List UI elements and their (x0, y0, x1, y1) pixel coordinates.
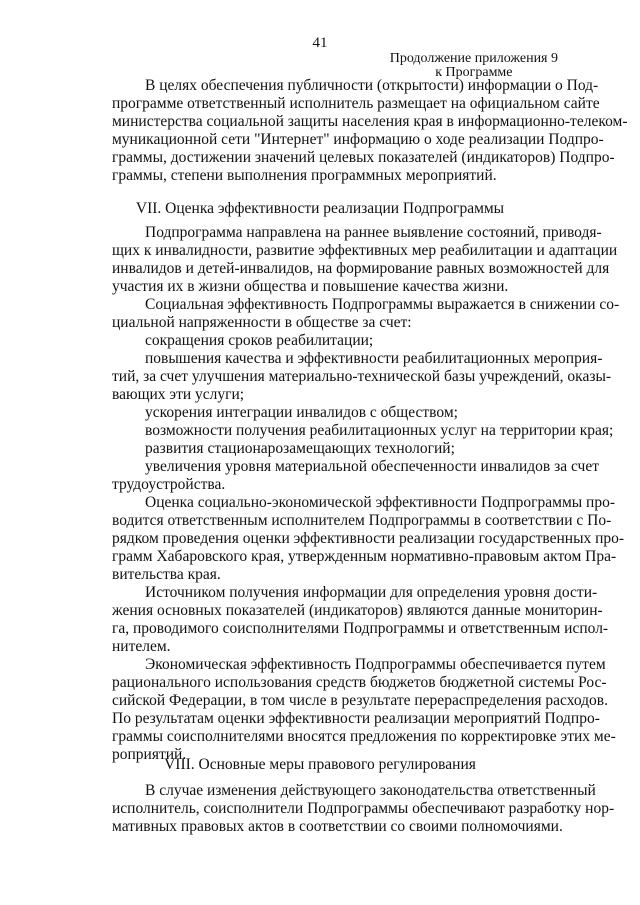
text-line: щих к инвалидности, развитие эффективных мер реабилитации и адаптации (112, 242, 618, 259)
text-line: грамм Хабаровского края, утвержденным нормативно-правовым актом Пра- (112, 548, 617, 565)
text-line: мативных правовых актов в соответствии со своими полномочиями. (112, 818, 563, 835)
list-item-line: возможности получения реабилитационных услуг на территории края; (145, 422, 614, 439)
text-line: граммы соисполнителями вносятся предложения по корректировке этих ме- (112, 728, 616, 745)
text-line: исполнитель, соисполнители Подпрограммы обеспечивают разработку нор- (112, 800, 615, 817)
section-7-body (112, 224, 625, 764)
text-line: жения основных показателей (индикаторов) являются данные мониторин- (112, 602, 603, 619)
list-item-line: повышения качества и эффективности реабилитационных мероприя- (145, 350, 603, 367)
text-line: га, проводимого соисполнителями Подпрограммы и ответственным испол- (112, 620, 609, 637)
appendix-note-line: Продолжение приложения 9 (389, 51, 558, 66)
text-line: инвалидов и детей-инвалидов, на формирование равных возможностей для (112, 260, 610, 277)
list-item-line: сокращения сроков реабилитации; (145, 332, 374, 349)
list-item-line: трудоустройства. (112, 476, 226, 493)
text-line: министерства социальной защиты населения края в информационно-телеком- (112, 113, 628, 130)
appendix-note (390, 52, 558, 80)
text-line: рядком проведения оценки эффективности реализации государственных про- (112, 530, 625, 547)
list-item-line: увеличения уровня материальной обеспеченности инвалидов за счет (145, 458, 600, 475)
paragraph-publicity (112, 77, 628, 185)
section-heading-8: VIII. Основные меры правового регулирования (164, 756, 476, 773)
list-item-line: развития стационарозамещающих технологий; (145, 440, 455, 457)
text-line: нителем. (112, 638, 171, 655)
list-item-line: ускорения интеграции инвалидов с обществом; (145, 404, 458, 421)
text-line: Оценка социально-экономической эффективности Подпрограммы про- (145, 494, 615, 511)
list-item-line: вающих эти услуги; (112, 386, 245, 403)
text-line: граммы, степени выполнения программных мероприятий. (112, 167, 497, 184)
text-line: Подпрограмма направлена на раннее выявление состояний, приводя- (145, 224, 602, 241)
text-line: циальной напряженности в обществе за счет: (112, 314, 412, 331)
text-line: По результатам оценки эффективности реализации мероприятий Подпро- (112, 710, 600, 727)
text-line: участия их в жизни общества и повышение качества жизни. (112, 278, 509, 295)
text-line: вительства края. (112, 566, 221, 583)
list-item-line: тий, за счет улучшения материально-технической базы учреждений, оказы- (112, 368, 612, 385)
text-line: Источником получения информации для определения уровня дости- (145, 584, 598, 601)
text-line: В целях обеспечения публичности (открытости) информации о Под- (145, 77, 599, 94)
section-8-body (112, 782, 615, 836)
text-line: Социальная эффективность Подпрограммы выражается в снижении со- (145, 296, 620, 313)
section-heading-7: VII. Оценка эффективности реализации Подпрограммы (135, 200, 505, 217)
page-number: 41 (312, 35, 328, 51)
text-line: программе ответственный исполнитель размещает на официальном сайте (112, 95, 600, 112)
text-line: граммы, достижении значений целевых показателей (индикаторов) Подпро- (112, 149, 615, 166)
appendix-note-line: к Программе (435, 65, 513, 80)
text-line: В случае изменения действующего законодательства ответственный (145, 782, 596, 799)
text-line: Экономическая эффективность Подпрограммы обеспечивается путем (145, 656, 606, 673)
text-line: сийской Федерации, в том числе в результате перераспределения расходов. (112, 692, 608, 709)
text-line: роприятий. (112, 746, 187, 763)
text-line: муникационной сети "Интернет" информацию о ходе реализации Подпро- (112, 131, 604, 148)
text-line: водится ответственным исполнителем Подпрограммы в соответствии с По- (112, 512, 612, 529)
text-line: рационального использования средств бюджетов бюджетной системы Рос- (112, 674, 607, 691)
